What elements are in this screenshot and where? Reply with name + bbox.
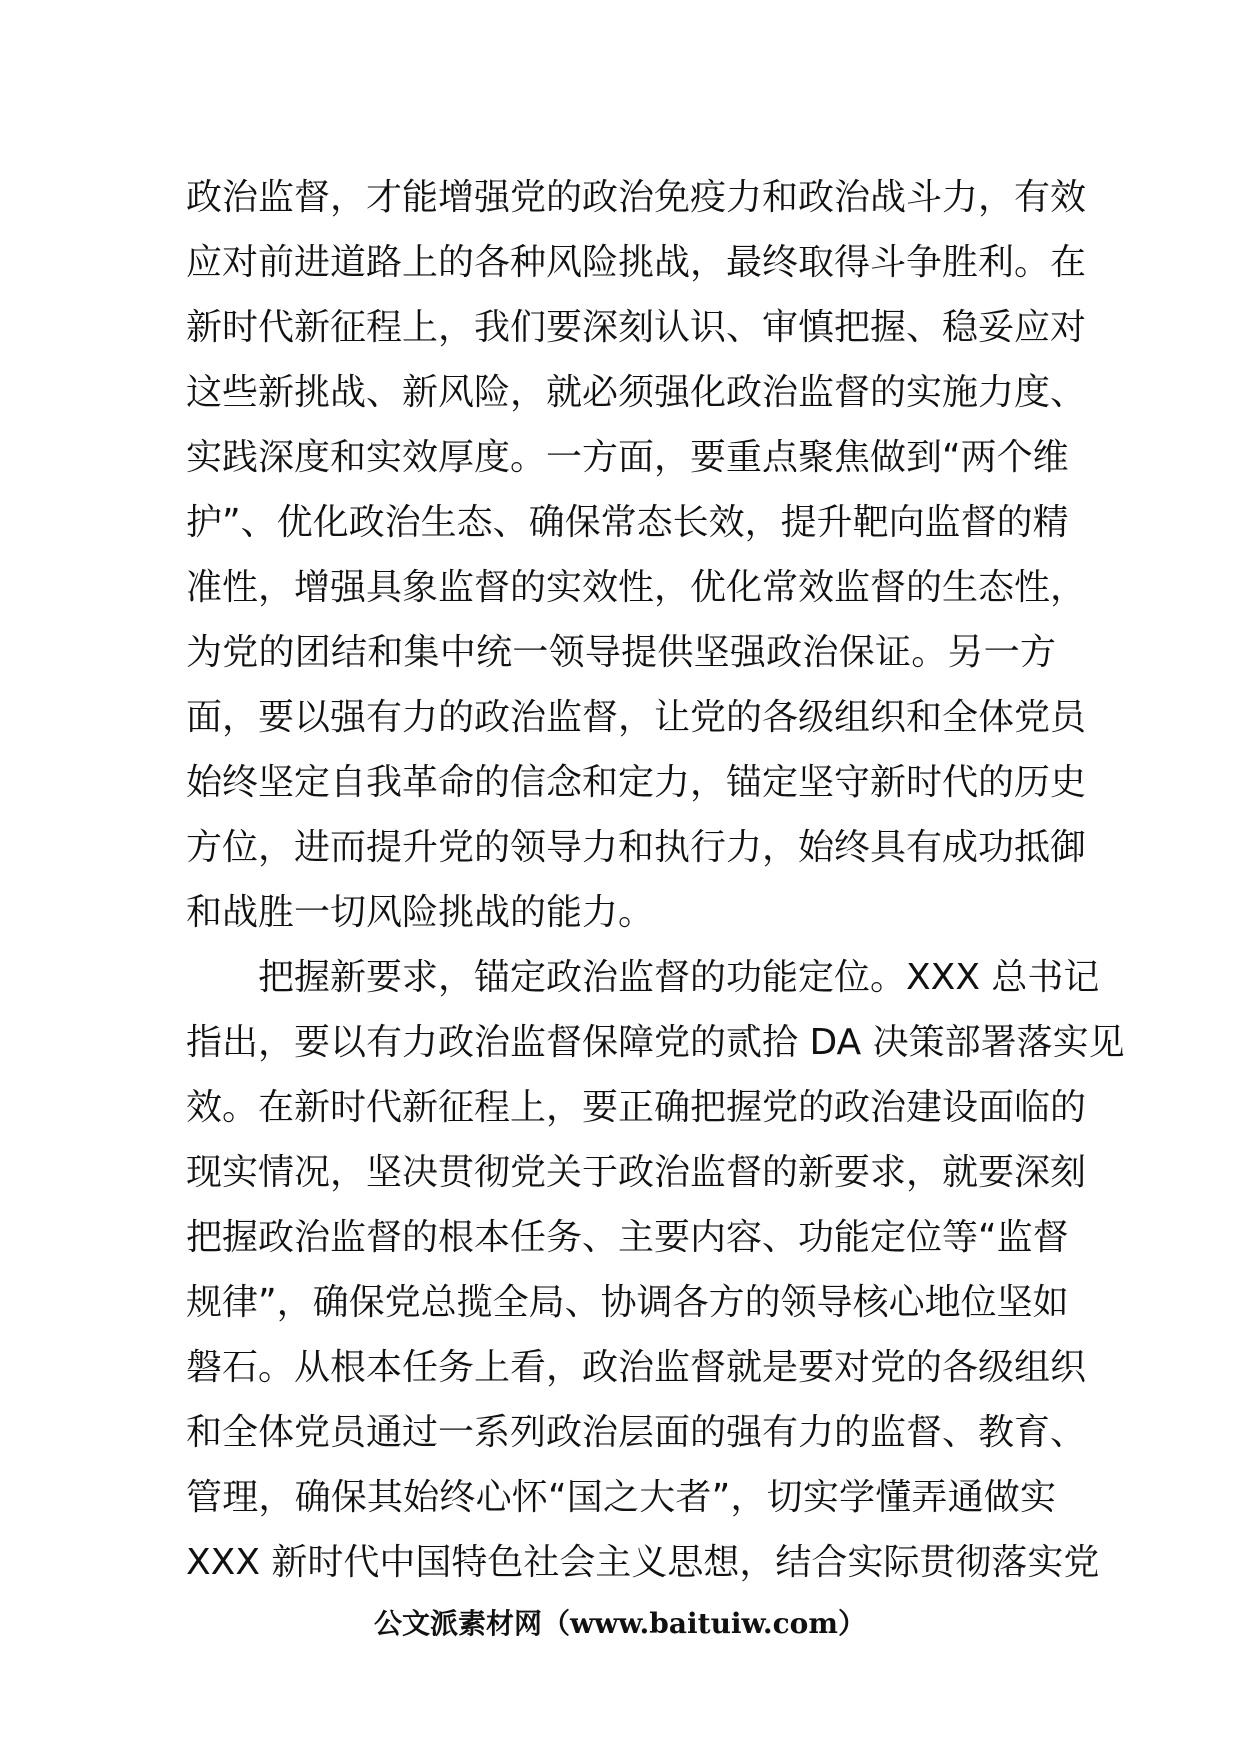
text-line: 现实情况，坚决贯彻党关于政治监督的新要求，就要深刻	[186, 1152, 1087, 1193]
text-line: 磐石。从根本任务上看，政治监督就是要对党的各级组织	[186, 1347, 1087, 1388]
paragraph-start-line: 把握新要求，锚定政治监督的功能定位。XXX 总书记	[186, 957, 1100, 998]
paragraph-end-line: 和战胜一切风险挑战的能力。	[186, 892, 655, 933]
body-text	[186, 165, 1125, 1595]
text-line: 指出，要以有力政治监督保障党的贰拾 DA 决策部署落实见	[186, 1022, 1125, 1063]
text-line: 这些新挑战、新风险，就必须强化政治监督的实施力度、	[186, 372, 1087, 413]
text-line: 方位，进而提升党的领导力和执行力，始终具有成功抵御	[186, 827, 1087, 868]
footer-source: 公文派素材网（www.baituiw.com）	[374, 1607, 866, 1640]
text-line: 实践深度和实效厚度。一方面，要重点聚焦做到“两个维	[186, 437, 1069, 478]
text-line: 把握政治监督的根本任务、主要内容、功能定位等“监督	[186, 1217, 1069, 1258]
text-line: 政治监督，才能增强党的政治免疫力和政治战斗力，有效	[186, 177, 1087, 218]
text-line: 护”、优化政治生态、确保常态长效，提升靶向监督的精	[186, 502, 1069, 543]
text-line: 始终坚定自我革命的信念和定力，锚定坚守新时代的历史	[186, 762, 1087, 803]
text-line: 面，要以强有力的政治监督，让党的各级组织和全体党员	[186, 697, 1087, 738]
text-line: 新时代新征程上，我们要深刻认识、审慎把握、稳妥应对	[186, 307, 1087, 348]
text-line: 规律”，确保党总揽全局、协调各方的领导核心地位坚如	[186, 1282, 1069, 1323]
text-line: 管理，确保其始终心怀“国之大者”，切实学懂弄通做实	[186, 1477, 1056, 1518]
text-line: 应对前进道路上的各种风险挑战，最终取得斗争胜利。在	[186, 242, 1087, 283]
text-line: 效。在新时代新征程上，要正确把握党的政治建设面临的	[186, 1087, 1087, 1128]
text-line: 准性，增强具象监督的实效性，优化常效监督的生态性，	[186, 567, 1087, 608]
text-line: XXX 新时代中国特色社会主义思想，结合实际贯彻落实党	[186, 1542, 1100, 1583]
text-line: 和全体党员通过一系列政治层面的强有力的监督、教育、	[186, 1412, 1087, 1453]
text-line: 为党的团结和集中统一领导提供坚强政治保证。另一方	[186, 632, 1056, 673]
